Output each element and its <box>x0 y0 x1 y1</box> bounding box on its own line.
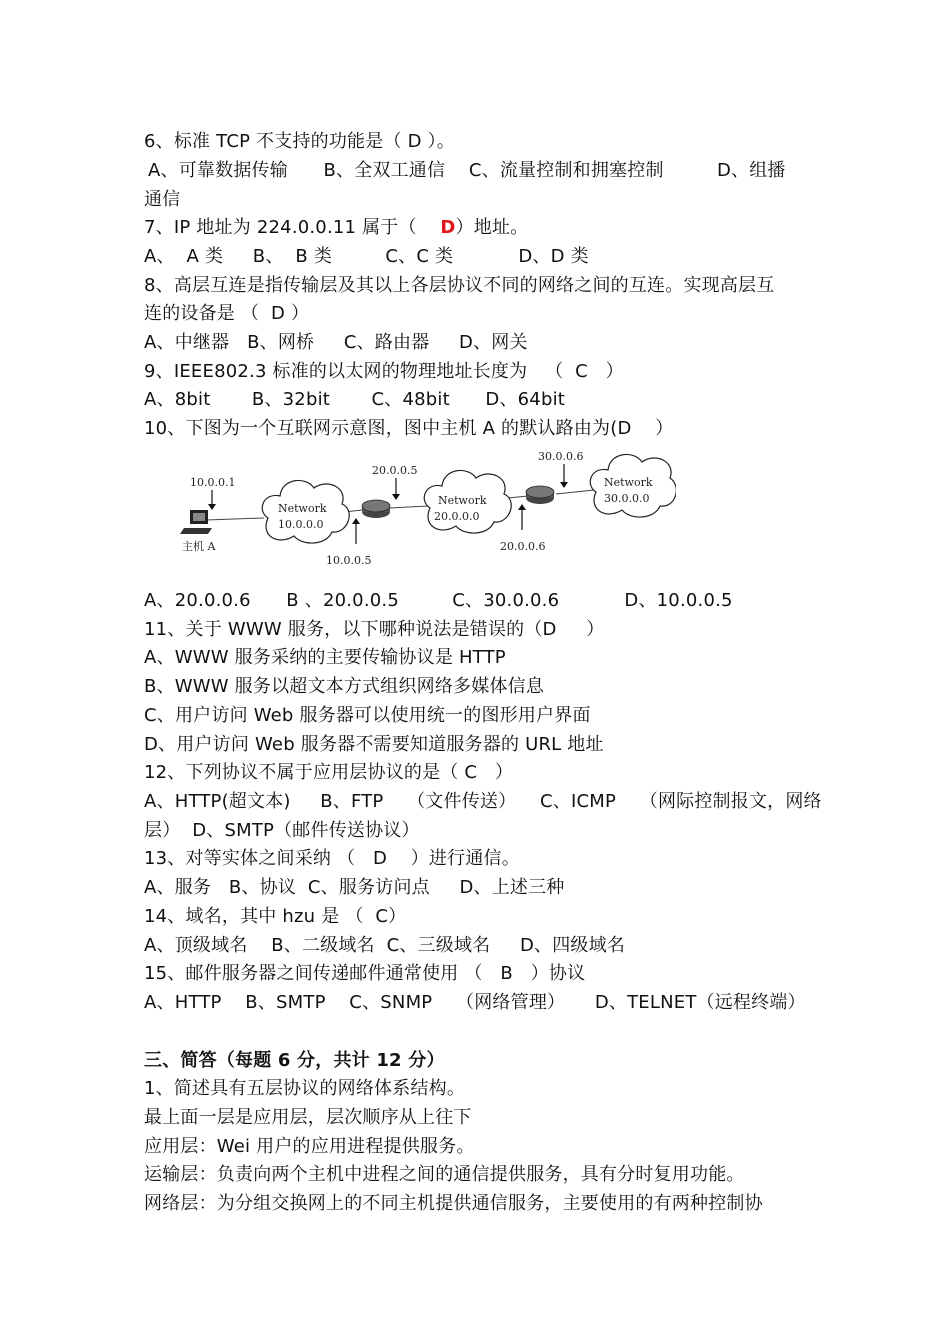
router1-bottom-ip: 10.0.0.5 <box>326 554 372 567</box>
q7-options: A、 A 类 B、 B 类 C、C 类 D、D 类 <box>144 246 589 267</box>
net1-label-a: Network <box>278 502 327 515</box>
section3-title: 三、简答（每题 6 分，共计 12 分） <box>144 1050 445 1071</box>
q6-options: A、可靠数据传输 B、全双工通信 C、流量控制和拥塞控制 D、组播 <box>148 160 786 181</box>
router-2-icon <box>526 486 554 504</box>
q6-question: 6、标准 TCP 不支持的功能是（ D ）。 <box>144 131 455 152</box>
q9-question: 9、IEEE802.3 标准的以太网的物理地址长度为 （ C ） <box>144 361 624 382</box>
q11-option-b: B、WWW 服务以超文本方式组织网络多媒体信息 <box>144 676 545 697</box>
section3-line4: 网络层：为分组交换网上的不同主机提供通信服务，主要使用的有两种控制协 <box>144 1193 763 1214</box>
router2-bottom-ip: 20.0.0.6 <box>500 540 546 553</box>
q13-options: A、服务 B、协议 C、服务访问点 D、上述三种 <box>144 877 565 898</box>
q8-question: 8、高层互连是指传输层及其以上各层协议不同的网络之间的互连。实现高层互 <box>144 275 775 296</box>
link-router1-net2 <box>390 506 428 508</box>
router2-top-ip: 30.0.0.6 <box>538 450 584 463</box>
q12-options: A、HTTP(超文本) B、FTP （文件传送） C、ICMP （网际控制报文，网络 <box>144 791 822 812</box>
q9-options: A、8bit B、32bit C、48bit D、64bit <box>144 389 566 410</box>
q7-question-pre: 7、IP 地址为 224.0.0.11 属于（ <box>144 217 441 238</box>
q10-options: A、20.0.0.6 B 、20.0.0.5 C、30.0.0.6 D、10.0.0.5 <box>144 590 733 611</box>
section3-line1: 最上面一层是应用层，层次顺序从上往下 <box>144 1107 472 1128</box>
host-ip-arrowhead <box>208 504 216 510</box>
q14-question: 14、域名，其中 hzu 是 （ C） <box>144 906 407 927</box>
net2-label-b: 20.0.0.0 <box>434 510 480 523</box>
q8-options: A、中继器 B、网桥 C、路由器 D、网关 <box>144 332 528 353</box>
q7-answer: D <box>440 217 456 238</box>
router1-bottom-arrowhead <box>352 518 360 524</box>
q11-option-d: D、用户访问 Web 服务器不需要知道服务器的 URL 地址 <box>144 734 604 755</box>
host-label: 主机 A <box>182 540 216 553</box>
router2-top-arrowhead <box>560 482 568 488</box>
q7-question-post: ）地址。 <box>455 217 529 238</box>
section3-line2: 应用层：Wei 用户的应用进程提供服务。 <box>144 1136 475 1157</box>
router1-top-ip: 20.0.0.5 <box>372 464 418 477</box>
host-ip-label: 10.0.0.1 <box>190 476 236 489</box>
q14-options: A、顶级域名 B、二级域名 C、三级域名 D、四级域名 <box>144 935 626 956</box>
net3-label-b: 30.0.0.0 <box>604 492 650 505</box>
q11-option-c: C、用户访问 Web 服务器可以使用统一的图形用户界面 <box>144 705 591 726</box>
q13-question: 13、对等实体之间采纳 （ D ）进行通信。 <box>144 848 520 869</box>
net1-label-b: 10.0.0.0 <box>278 518 324 531</box>
q15-question: 15、邮件服务器之间传递邮件通常使用 （ B ）协议 <box>144 963 586 984</box>
net2-label-a: Network <box>438 494 487 507</box>
q15-options: A、HTTP B、SMTP C、SNMP （网络管理） D、TELNET（远程终端） <box>144 992 806 1013</box>
q12-question: 12、下列协议不属于应用层协议的是（ C ） <box>144 762 514 783</box>
network-diagram <box>176 448 676 578</box>
q11-option-a: A、WWW 服务采纳的主要传输协议是 HTTP <box>144 647 506 668</box>
host-computer-icon <box>180 510 212 534</box>
router2-bottom-arrowhead <box>518 504 526 510</box>
q6-options-cont: 通信 <box>144 189 181 210</box>
q7-question <box>144 216 528 240</box>
router1-top-arrowhead <box>392 494 400 500</box>
section3-q1: 1、简述具有五层协议的网络体系结构。 <box>144 1078 466 1099</box>
link-router2-net3 <box>556 490 594 494</box>
section3-line3: 运输层：负责向两个主机中进程之间的通信提供服务，具有分时复用功能。 <box>144 1164 745 1185</box>
link-host-net1 <box>206 518 264 520</box>
net3-label-a: Network <box>604 476 653 489</box>
q10-question: 10、下图为一个互联网示意图，图中主机 A 的默认路由为(D ） <box>144 418 674 439</box>
q12-options-cont: 层） D、SMTP（邮件传送协议） <box>144 820 420 841</box>
router-1-icon <box>362 500 390 518</box>
q8-question-cont: 连的设备是 （ D ） <box>144 303 310 324</box>
q11-question: 11、关于 WWW 服务，以下哪种说法是错误的（D ） <box>144 619 605 640</box>
